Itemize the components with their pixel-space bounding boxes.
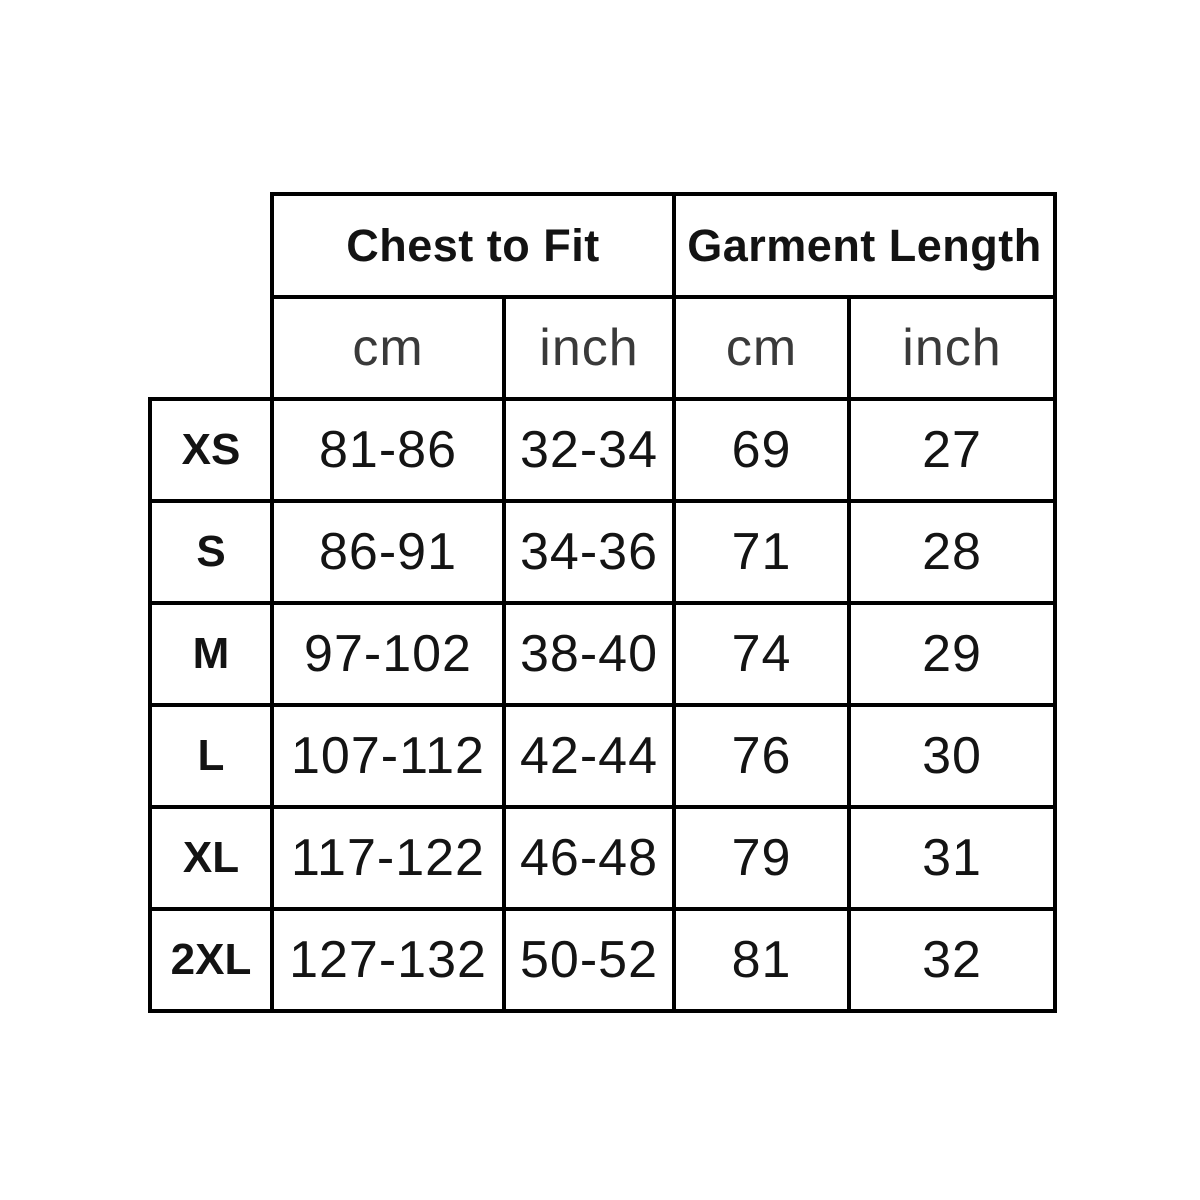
unit-header-chest-cm: cm xyxy=(272,297,504,399)
size-cell: XL xyxy=(150,807,272,909)
corner-spacer xyxy=(150,194,272,399)
unit-header-length-cm: cm xyxy=(674,297,849,399)
value-cell: 42-44 xyxy=(504,705,674,807)
value-cell: 81-86 xyxy=(272,399,504,501)
size-cell: XS xyxy=(150,399,272,501)
size-cell: M xyxy=(150,603,272,705)
value-cell: 97-102 xyxy=(272,603,504,705)
value-cell: 29 xyxy=(849,603,1055,705)
table-row xyxy=(150,501,1055,603)
value-cell: 79 xyxy=(674,807,849,909)
value-cell: 86-91 xyxy=(272,501,504,603)
table-row xyxy=(150,399,1055,501)
table-row xyxy=(150,807,1055,909)
value-cell: 50-52 xyxy=(504,909,674,1011)
table-row xyxy=(150,705,1055,807)
value-cell: 69 xyxy=(674,399,849,501)
unit-header-length-inch: inch xyxy=(849,297,1055,399)
value-cell: 30 xyxy=(849,705,1055,807)
table-row xyxy=(150,909,1055,1011)
unit-header-row xyxy=(150,297,1055,399)
value-cell: 32 xyxy=(849,909,1055,1011)
value-cell: 127-132 xyxy=(272,909,504,1011)
value-cell: 27 xyxy=(849,399,1055,501)
size-cell: L xyxy=(150,705,272,807)
table-row xyxy=(150,603,1055,705)
size-chart-table xyxy=(148,192,1057,1013)
value-cell: 34-36 xyxy=(504,501,674,603)
value-cell: 107-112 xyxy=(272,705,504,807)
value-cell: 81 xyxy=(674,909,849,1011)
value-cell: 46-48 xyxy=(504,807,674,909)
value-cell: 28 xyxy=(849,501,1055,603)
value-cell: 74 xyxy=(674,603,849,705)
size-cell: S xyxy=(150,501,272,603)
value-cell: 38-40 xyxy=(504,603,674,705)
value-cell: 71 xyxy=(674,501,849,603)
value-cell: 31 xyxy=(849,807,1055,909)
unit-header-chest-inch: inch xyxy=(504,297,674,399)
group-header-row xyxy=(150,194,1055,297)
chest-to-fit-header: Chest to Fit xyxy=(272,194,674,297)
garment-length-header: Garment Length xyxy=(674,194,1055,297)
value-cell: 32-34 xyxy=(504,399,674,501)
size-cell: 2XL xyxy=(150,909,272,1011)
value-cell: 76 xyxy=(674,705,849,807)
value-cell: 117-122 xyxy=(272,807,504,909)
